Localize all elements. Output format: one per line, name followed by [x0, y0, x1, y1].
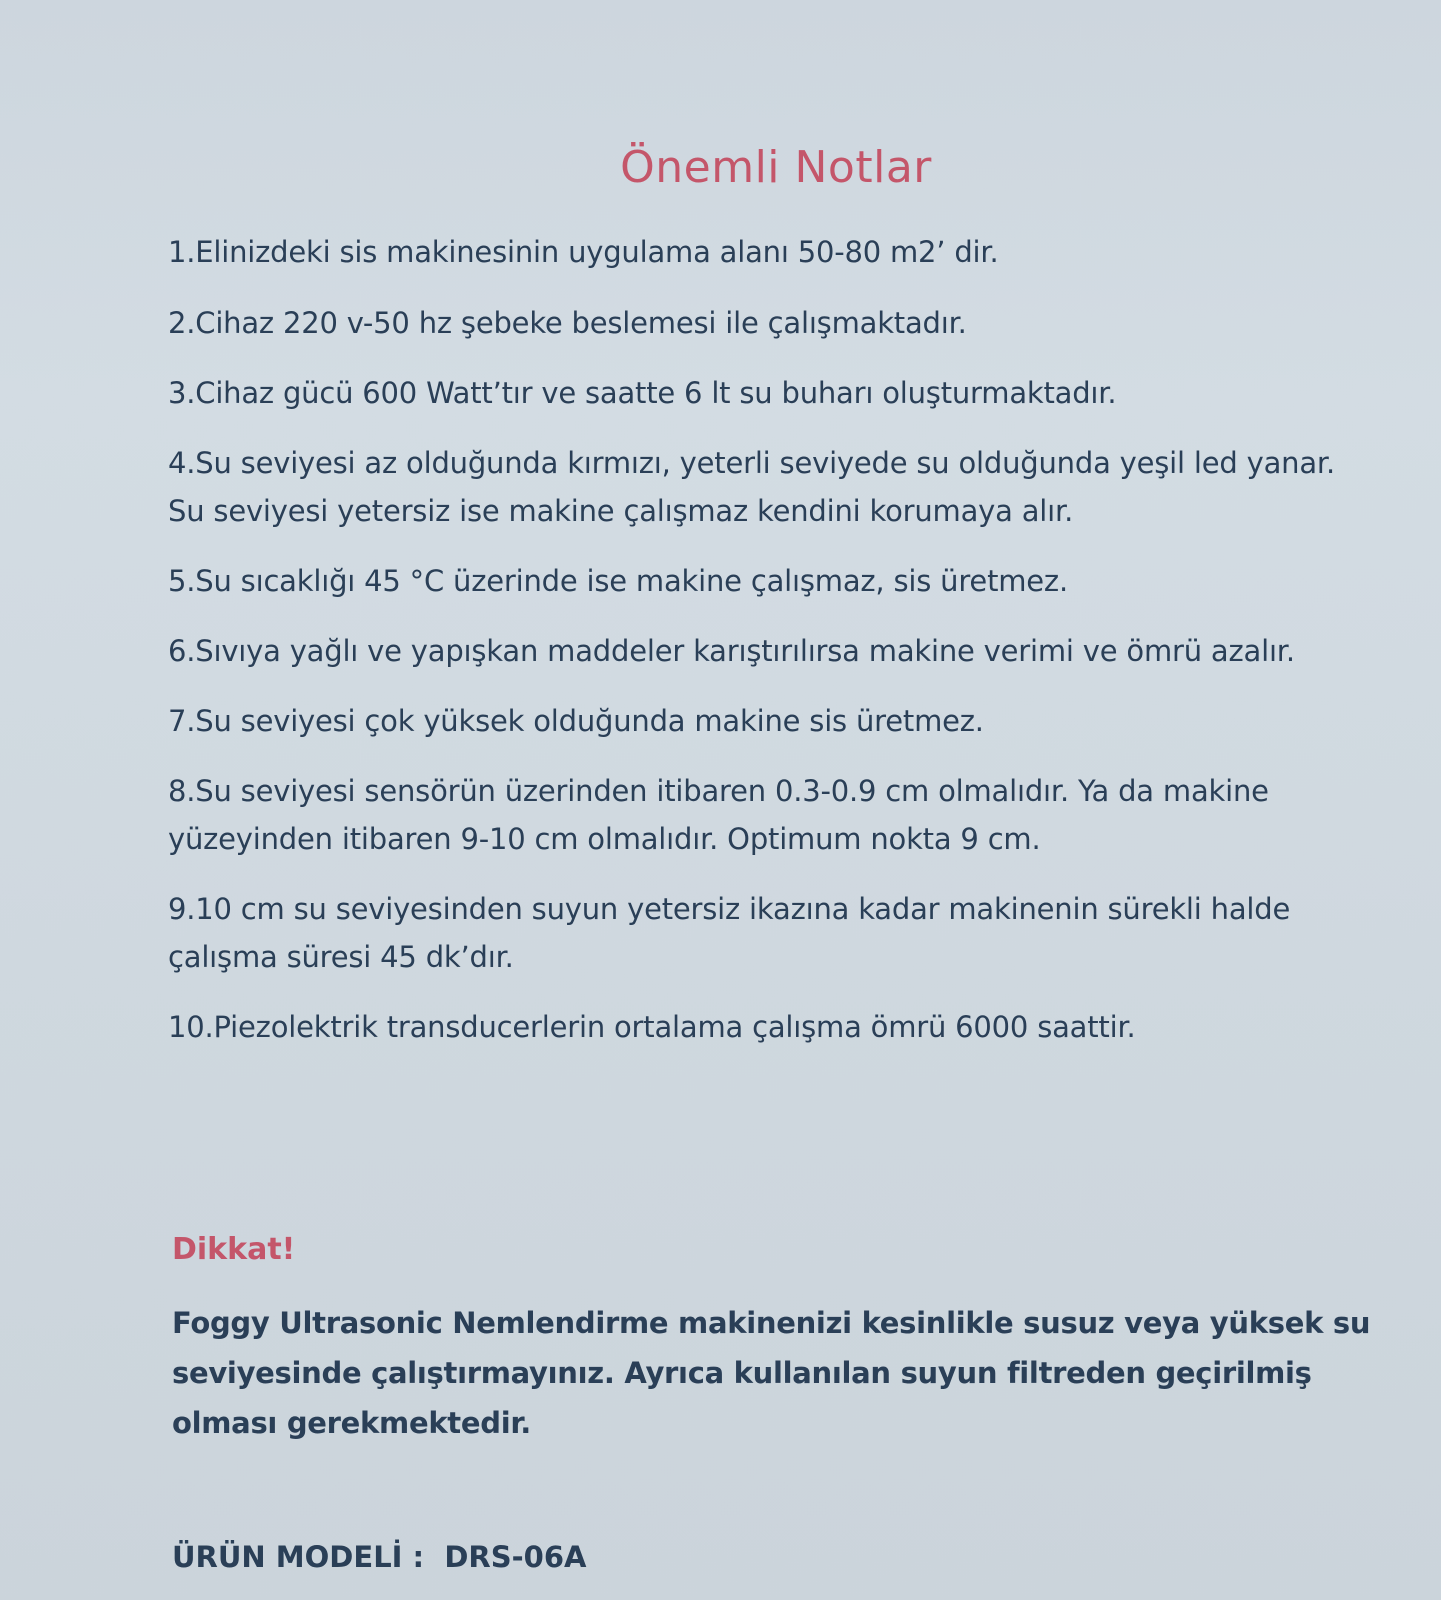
note-item: 10.Piezolektrik transducerlerin ortalama çalışma ömrü 6000 saattir. [168, 1010, 1136, 1044]
note-item: 2.Cihaz 220 v-50 hz şebeke beslemesi ile çalışmaktadır. [168, 306, 967, 340]
note-item: 5.Su sıcaklığı 45 °C üzerinde ise makine çalışmaz, sis üretmez. [168, 564, 1068, 598]
note-item: 3.Cihaz gücü 600 Watt’tır ve saatte 6 lt su buharı oluşturmaktadır. [168, 376, 1117, 410]
note-item: 1.Elinizdeki sis makinesinin uygulama alanı 50-80 m2’ dir. [168, 235, 999, 269]
note-item: 6.Sıvıya yağlı ve yapışkan maddeler karıştırılırsa makine verimi ve ömrü azalır. [168, 634, 1295, 668]
note-item: 4.Su seviyesi az olduğunda kırmızı, yeterli seviyede su olduğunda yeşil led yanar. Su seviyesi yetersiz ise makine çalışmaz kendini korumaya alır. [168, 446, 1335, 528]
warning-text: Foggy Ultrasonic Nemlendirme makinenizi kesinlikle susuz veya yüksek su seviyesinde çalıştırmayınız. Ayrıca kullanılan suyun filtreden geçirilmiş olması gerekmektedir. [172, 1306, 1371, 1440]
product-model: ÜRÜN MODELİ : DRS-06A [172, 1540, 587, 1574]
note-item: 9.10 cm su seviyesinden suyun yetersiz ikazına kadar makinenin sürekli halde çalışma süresi 45 dk’dır. [168, 892, 1291, 974]
note-item: 8.Su seviyesi sensörün üzerinden itibaren 0.3-0.9 cm olmalıdır. Ya da makine yüzeyinden itibaren 9-10 cm olmalıdır. Optimum nokta 9 cm. [168, 774, 1269, 856]
document-title: Önemli Notlar [620, 142, 932, 193]
note-item: 7.Su seviyesi çok yüksek olduğunda makine sis üretmez. [168, 704, 984, 738]
warning-title: Dikkat! [172, 1232, 296, 1267]
notes-list [168, 228, 1368, 1073]
